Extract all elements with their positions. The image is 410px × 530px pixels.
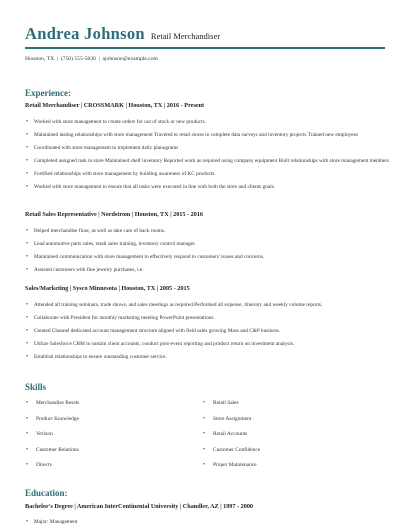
- job-bullet: • Worked with store management to ensure that all tasks were executed in line with both the store and clients goals.: [25, 184, 398, 191]
- skill-item: • Store Assignment: [202, 416, 379, 432]
- contact-line: [25, 56, 158, 62]
- job-title: Retail Merchandiser | CROSSMARK | Houston, TX | 2016 - Present: [25, 102, 205, 109]
- skill-item: • Verizon: [25, 431, 202, 447]
- job-bullet: • Coordinated with store management to implement daily planograms: [25, 145, 398, 152]
- contact-separator: |: [98, 56, 100, 62]
- job-title: Retail Sales Representative | Nordstrom | Houston, TX | 2015 - 2016: [25, 211, 204, 218]
- job-bullet: • Establish relationships to ensure outstanding customer service.: [25, 354, 398, 361]
- job-bullet: • Attended all training seminars, trade shows, and sales meetings as required.Performed all expense, itinerary and weekly volume reports.: [25, 302, 398, 309]
- job-bullet: • Maintained communication with store management to effectively respond to customers' issues and concerns.: [25, 254, 398, 261]
- skill-item: • Customer Relations: [25, 447, 202, 463]
- skills-heading: Skills: [25, 382, 47, 392]
- education-heading: Education:: [25, 488, 68, 498]
- skill-item: • Retail Accounts: [202, 431, 379, 447]
- skills-column-right: [202, 400, 379, 478]
- job-bullet: • Worked with store management to create orders for out of stock or new products.: [25, 119, 398, 126]
- education-bullet: • Major: Management: [25, 519, 398, 526]
- job-bullet: • Created Channel dedicated account management structure aligned with field sales growing Mass and C&P business.: [25, 328, 398, 335]
- skill-item: • Merchandise Resets: [25, 400, 202, 416]
- job-bullet: • Assisted customers with fine jewelry purchases, i.e.: [25, 267, 398, 274]
- name-line: [25, 24, 385, 44]
- contact-email[interactable]: ajohnson@example.com: [102, 56, 158, 62]
- education-entry: Bachelor's Degree | American InterContinental University | Chandler, AZ | 1997 - 2000: [25, 503, 254, 510]
- skills-grid: [25, 400, 395, 478]
- job-bullet: • Maintained lasting relationships with store management Traveled to retail stores to complete data surveys and inventory projects Trained new employees: [25, 132, 398, 139]
- skills-column-left: [25, 400, 202, 478]
- contact-separator: |: [56, 56, 59, 62]
- skill-item: • Directv: [25, 462, 202, 478]
- skill-item: • Customer Confidence: [202, 447, 379, 463]
- job-bullet: • Collaborate with President for monthly marketing meeting PowerPoint presentations.: [25, 315, 398, 322]
- skill-item: • Retail Sales: [202, 400, 379, 416]
- job-bullet: • Helped merchandise floor, as well as take care of back rooms.: [25, 228, 398, 235]
- candidate-title: Retail Merchandiser: [150, 31, 221, 41]
- job-bullet-list: [25, 302, 398, 367]
- header-divider: [25, 47, 385, 49]
- job-bullet-list: [25, 228, 398, 280]
- job-bullet: • Lead automotive parts sales, retail sales training, inventory control manager.: [25, 241, 398, 248]
- resume-header: [25, 24, 385, 44]
- education-bullet-list: [25, 519, 398, 526]
- skill-item: • Product Knowledge: [25, 416, 202, 432]
- job-bullet: • Fortified relationships with store management by building awareness of KC products.: [25, 171, 398, 178]
- candidate-name: Andrea Johnson: [25, 24, 145, 43]
- skill-item: • Proper Maintenance: [202, 462, 379, 478]
- experience-heading: Experience:: [25, 88, 71, 98]
- job-title: Sales/Marketing | Sysco Minnesota | Houston, TX | 2005 - 2015: [25, 285, 190, 292]
- job-bullet: • Utilize Salesforce CRM to sustain client accounts, conduct post-event reporting and product return on investment analysis.: [25, 341, 398, 348]
- job-bullet: • Completed assigned task in store Maintained shelf inventory Reported work as required using company equipment Built relationships with store management members: [25, 158, 398, 165]
- contact-phone: (750) 555-5830: [60, 56, 96, 62]
- contact-location: Houston, TX: [25, 56, 55, 62]
- job-bullet-list: [25, 119, 398, 197]
